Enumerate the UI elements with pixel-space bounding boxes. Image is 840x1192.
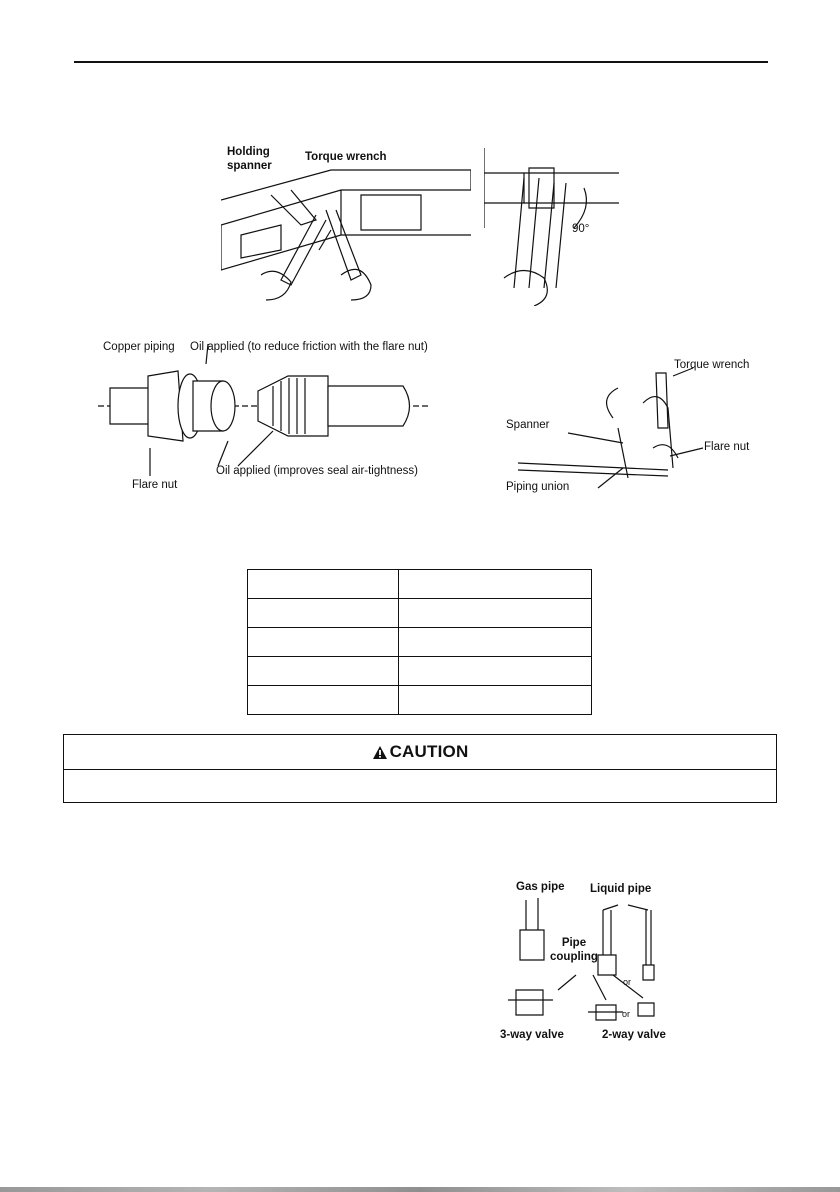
table-cell xyxy=(399,657,592,686)
gas-pipe-label: Gas pipe xyxy=(516,881,565,893)
figure-union-wrench xyxy=(498,358,774,500)
caution-header xyxy=(64,735,776,770)
three-way-valve-label: 3-way valve xyxy=(500,1029,564,1041)
ninety-degree-illustration xyxy=(484,148,619,306)
table-row xyxy=(248,686,592,715)
bottom-scan-strip xyxy=(0,1187,840,1192)
figure-90-degree xyxy=(484,148,619,306)
two-way-valve-label: 2-way valve xyxy=(602,1029,666,1041)
figure-flare-oil xyxy=(98,336,488,498)
table-cell xyxy=(248,599,399,628)
flare-nut-label-left: Flare nut xyxy=(132,479,178,491)
oil-friction-label: Oil applied (to reduce friction with the flare nut) xyxy=(190,341,428,353)
figure-wrench-on-unit xyxy=(221,140,471,305)
torque-wrench-label-right: Torque wrench xyxy=(674,359,750,371)
table-cell xyxy=(399,570,592,599)
caution-box xyxy=(63,734,777,803)
caution-title-wrap xyxy=(372,742,469,762)
pipe-coupling-label: Pipe coupling xyxy=(550,937,598,964)
table-cell xyxy=(248,657,399,686)
caution-body xyxy=(64,770,776,803)
angle-label: 90° xyxy=(572,223,590,235)
flare-nut-label-right: Flare nut xyxy=(704,441,750,453)
piping-union-label: Piping union xyxy=(506,481,570,493)
or-label-1: or xyxy=(623,977,632,987)
figure-valves xyxy=(498,880,688,1048)
table-cell xyxy=(248,570,399,599)
table-cell xyxy=(399,599,592,628)
caution-title: CAUTION xyxy=(389,742,469,761)
table-cell xyxy=(399,686,592,715)
oil-seal-label: Oil applied (improves seal air-tightness) xyxy=(216,465,418,477)
header-rule xyxy=(74,61,768,63)
table-cell xyxy=(248,686,399,715)
torque-wrench-label-top: Torque wrench xyxy=(305,151,387,163)
table-row xyxy=(248,570,592,599)
copper-piping-label: Copper piping xyxy=(103,341,175,353)
table-row xyxy=(248,628,592,657)
or-label-2: or xyxy=(622,1009,631,1019)
warning-triangle-icon xyxy=(372,745,388,760)
table-row xyxy=(248,599,592,628)
table-row xyxy=(248,657,592,686)
spanner-label: Spanner xyxy=(506,419,550,431)
table-cell xyxy=(399,628,592,657)
torque-table xyxy=(247,569,592,715)
holding-spanner-label: Holding spanner xyxy=(227,146,272,172)
liquid-pipe-label: Liquid pipe xyxy=(590,883,652,895)
table-cell xyxy=(248,628,399,657)
